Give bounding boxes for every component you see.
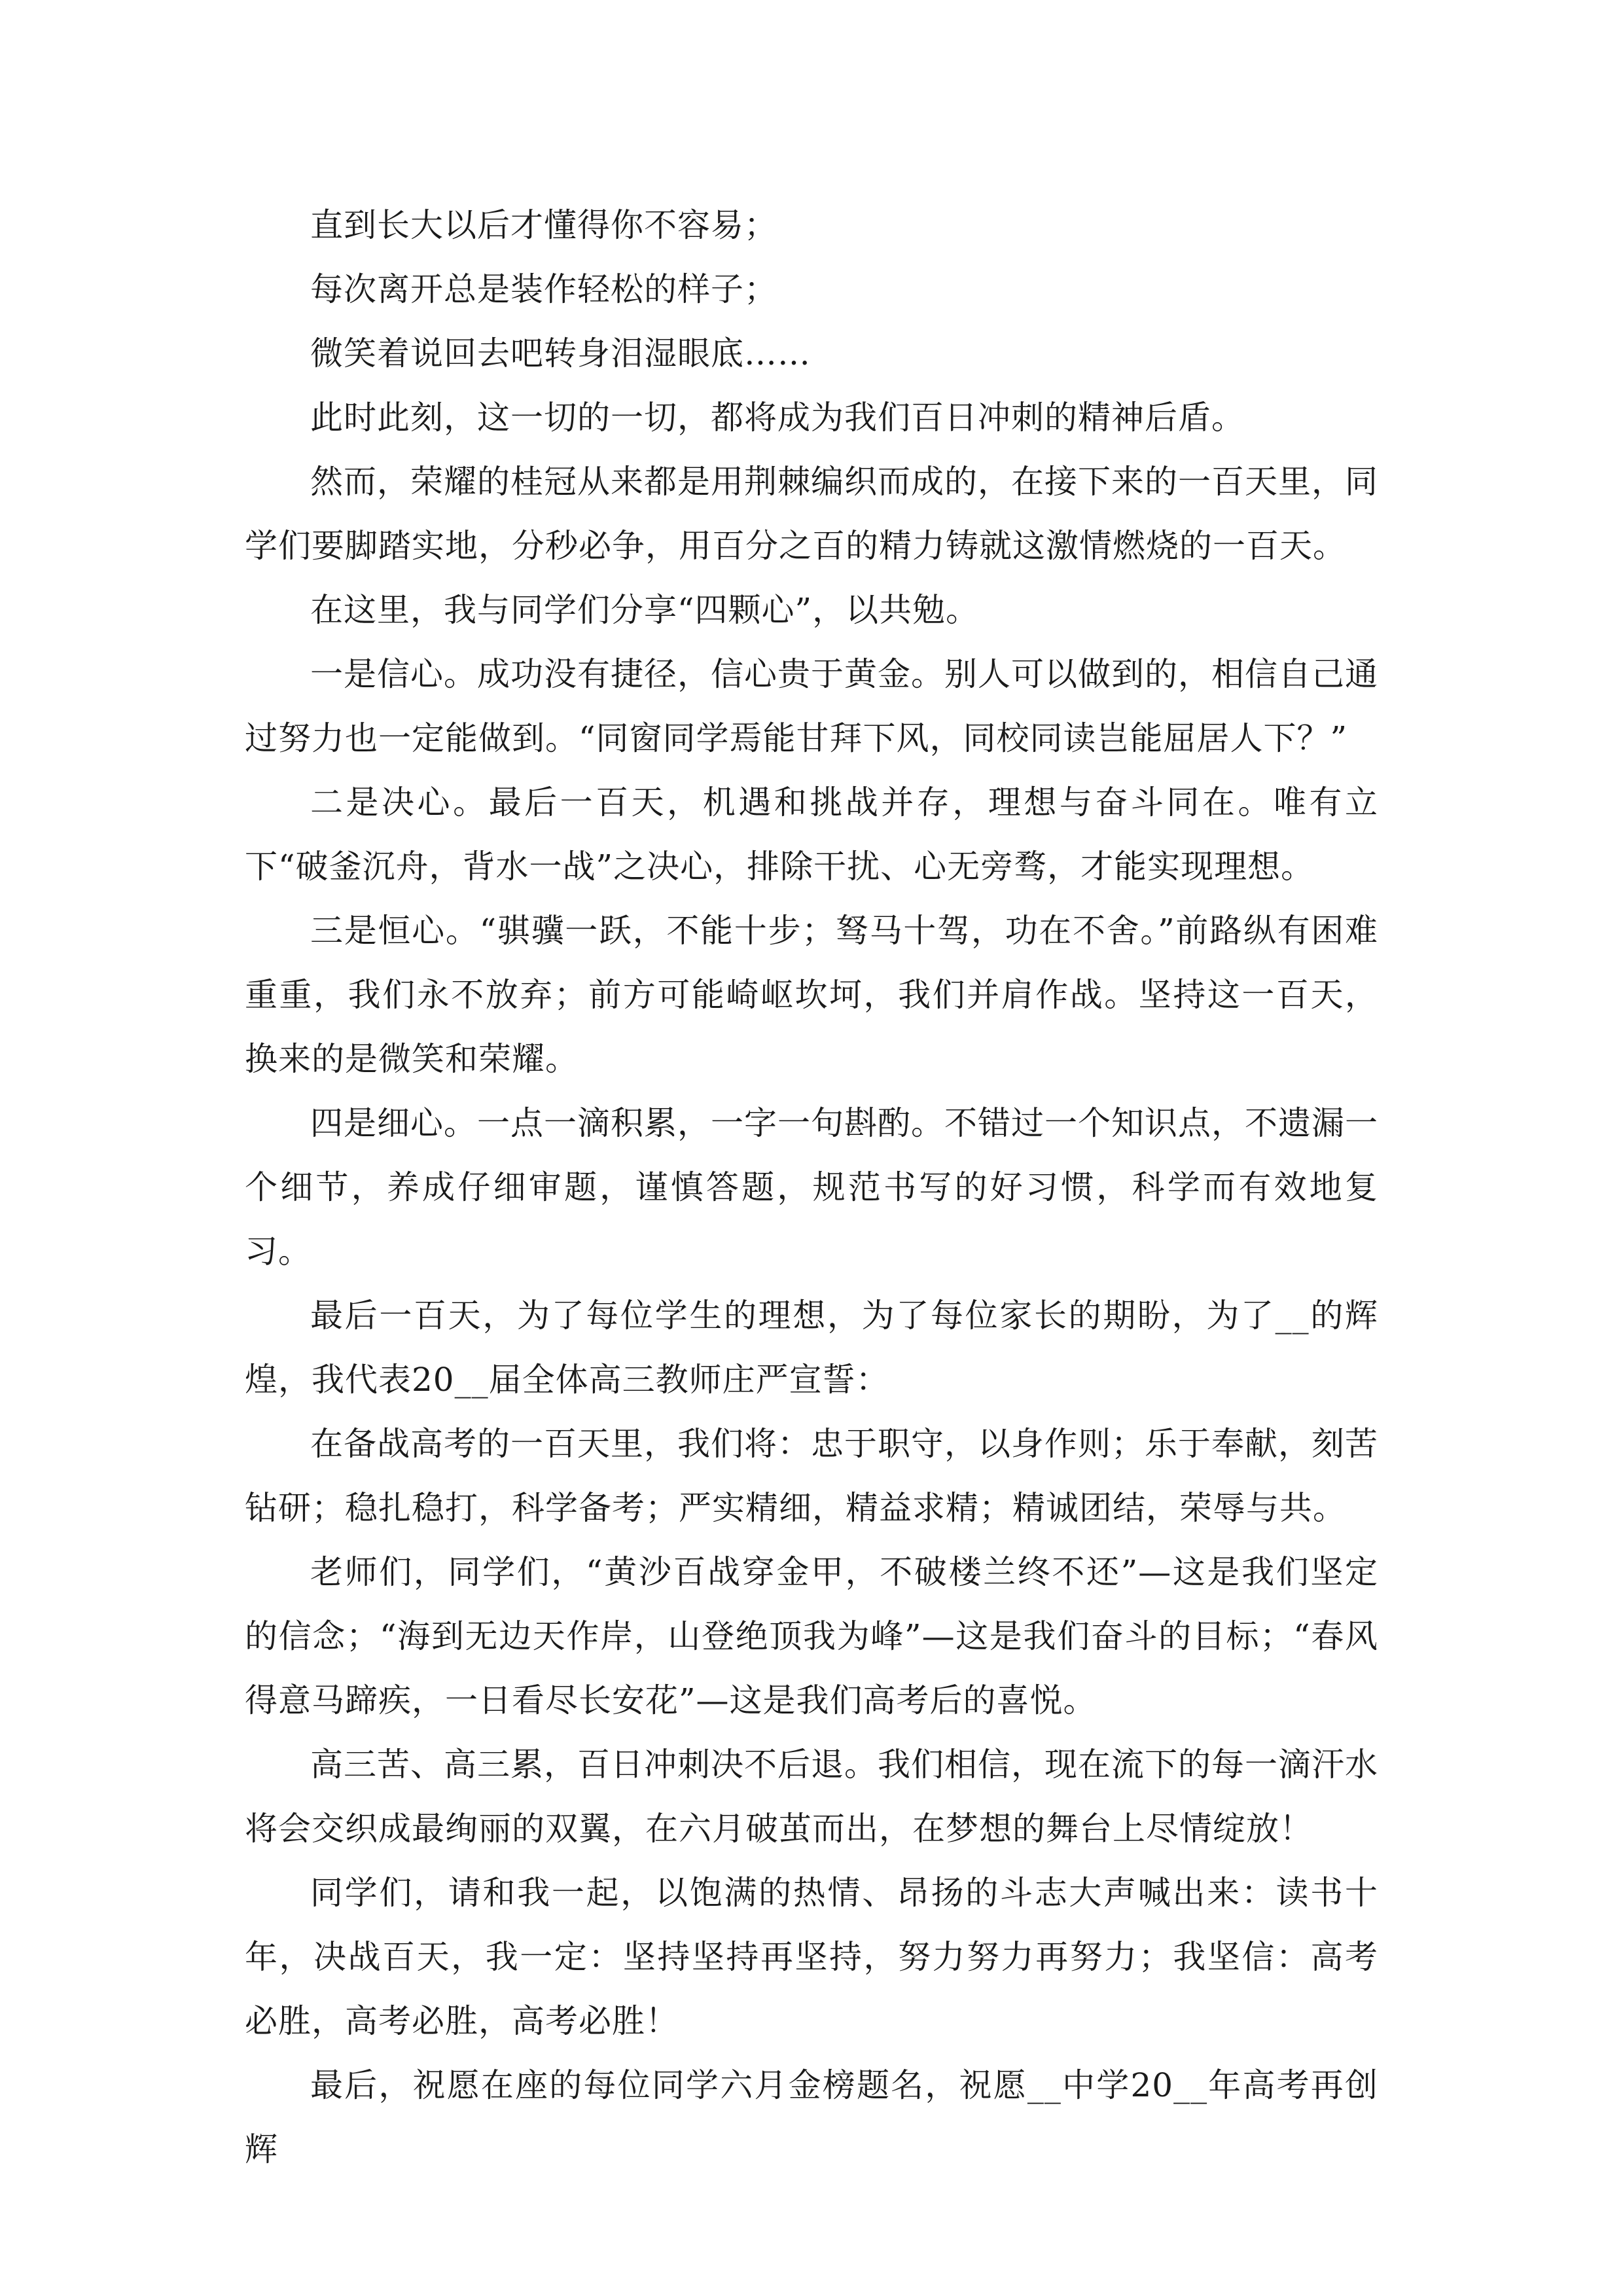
body-text	[245, 193, 1378, 2181]
paragraph: 每次离开总是装作轻松的样子；	[310, 270, 777, 308]
paragraph: 同学们，请和我一起，以饱满的热情、昂扬的斗志大声喊出来：读书十年，决战百天，我一定：坚持坚持再坚持，努力努力再努力；我坚信：高考必胜，高考必胜，高考必胜！	[245, 1874, 1378, 2040]
paragraph: 三是恒心。“骐骥一跃，不能十步；驽马十驾，功在不舍。”前路纵有困难重重，我们永不放弃；前方可能崎岖坎坷，我们并肩作战。坚持这一百天，换来的是微笑和荣耀。	[245, 912, 1378, 1078]
paragraph: 四是细心。一点一滴积累，一字一句斟酌。不错过一个知识点，不遗漏一个细节，养成仔细审题，谨慎答题，规范书写的好习惯，科学而有效地复习。	[245, 1104, 1378, 1270]
paragraph: 在这里，我与同学们分享“四颗心”，以共勉。	[310, 591, 980, 629]
paragraph: 高三苦、高三累，百日冲刺决不后退。我们相信，现在流下的每一滴汗水将会交织成最绚丽的双翼，在六月破茧而出，在梦想的舞台上尽情绽放！	[245, 1746, 1378, 1848]
paragraph: 此时此刻，这一切的一切，都将成为我们百日冲刺的精神后盾。	[310, 399, 1245, 437]
paragraph: 二是决心。最后一百天，机遇和挑战并存，理想与奋斗同在。唯有立下“破釜沉舟，背水一战”之决心，排除干扰、心无旁骛，才能实现理想。	[245, 783, 1378, 886]
paragraph: 老师们，同学们，“黄沙百战穿金甲，不破楼兰终不还”—这是我们坚定的信念；“海到无边天作岸，山登绝顶我为峰”—这是我们奋斗的目标；“春风得意马蹄疾，一日看尽长安花”—这是我们高考后的喜悦。	[245, 1553, 1378, 1719]
paragraph: 然而，荣耀的桂冠从来都是用荆棘编织而成的，在接下来的一百天里，同学们要脚踏实地，分秒必争，用百分之百的精力铸就这激情燃烧的一百天。	[245, 463, 1378, 565]
paragraph: 最后一百天，为了每位学生的理想，为了每位家长的期盼，为了__的辉煌，我代表20__届全体高三教师庄严宣誓：	[245, 1297, 1378, 1399]
paragraph: 微笑着说回去吧转身泪湿眼底……	[310, 334, 811, 372]
paragraph: 在备战高考的一百天里，我们将：忠于职守，以身作则；乐于奉献，刻苦钻研；稳扎稳打，科学备考；严实精细，精益求精；精诚团结，荣辱与共。	[245, 1425, 1378, 1527]
paragraph: 最后，祝愿在座的每位同学六月金榜题名，祝愿__中学20__年高考再创辉	[245, 2066, 1378, 2168]
paragraph: 直到长大以后才懂得你不容易；	[310, 206, 777, 244]
paragraph: 一是信心。成功没有捷径，信心贵于黄金。别人可以做到的，相信自己通过努力也一定能做到。“同窗同学焉能甘拜下风，同校同读岂能屈居人下？”	[245, 655, 1378, 757]
